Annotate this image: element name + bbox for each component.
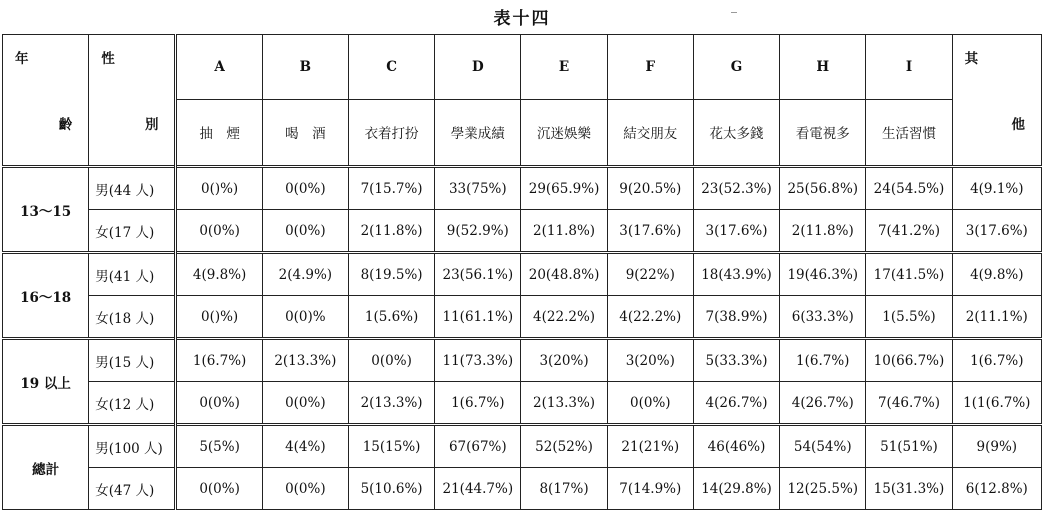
category-b: 喝 酒 (262, 99, 348, 167)
data-cell: 4(26.7%) (780, 382, 866, 425)
data-cell: 17(41.5%) (866, 253, 952, 296)
letter-a: A (176, 35, 262, 100)
data-cell: 51(51%) (866, 425, 952, 468)
data-cell: 0()%) (176, 296, 262, 339)
data-cell: 1(6.7%) (176, 339, 262, 382)
table-row (3, 296, 1042, 339)
data-cell: 3(20%) (521, 339, 607, 382)
data-cell: 19(46.3%) (780, 253, 866, 296)
data-cell: 7(46.7%) (866, 382, 952, 425)
data-cell: 6(33.3%) (780, 296, 866, 339)
data-cell: 24(54.5%) (866, 167, 952, 210)
data-cell: 0(0%) (176, 382, 262, 425)
data-cell: 1(5.6%) (348, 296, 434, 339)
data-cell: 25(56.8%) (780, 167, 866, 210)
data-cell: 9(9%) (952, 425, 1041, 468)
data-cell: 0(0%) (262, 468, 348, 510)
data-cell: 3(20%) (607, 339, 693, 382)
data-cell: 21(21%) (607, 425, 693, 468)
data-cell: 9(52.9%) (435, 210, 521, 253)
data-cell: 4(22.2%) (607, 296, 693, 339)
data-cell: 20(48.8%) (521, 253, 607, 296)
data-cell: 1(1(6.7%) (952, 382, 1041, 425)
data-cell: 21(44.7%) (435, 468, 521, 510)
sex-cell: 女(18 人) (89, 296, 176, 339)
data-cell: 4(22.2%) (521, 296, 607, 339)
sex-cell: 男(44 人) (89, 167, 176, 210)
data-cell: 4(9.8%) (952, 253, 1041, 296)
category-d: 學業成績 (435, 99, 521, 167)
data-cell: 10(66.7%) (866, 339, 952, 382)
data-cell: 23(52.3%) (693, 167, 779, 210)
age-group: 總計 (3, 425, 89, 510)
sex-cell: 女(17 人) (89, 210, 176, 253)
data-cell: 1(6.7%) (780, 339, 866, 382)
age-group: 13～15 (3, 167, 89, 253)
table-row (3, 339, 1042, 382)
data-cell: 23(56.1%) (435, 253, 521, 296)
data-cell: 2(11.8%) (348, 210, 434, 253)
data-cell: 4(9.8%) (176, 253, 262, 296)
letter-b: B (262, 35, 348, 100)
data-cell: 2(13.3%) (521, 382, 607, 425)
data-cell: 0(0%) (176, 468, 262, 510)
letter-f: F (607, 35, 693, 100)
header-row-categories (3, 99, 1042, 167)
data-cell: 0()%) (176, 167, 262, 210)
data-cell: 3(17.6%) (607, 210, 693, 253)
category-f: 結交朋友 (607, 99, 693, 167)
data-cell: 7(15.7%) (348, 167, 434, 210)
category-a: 抽 煙 (176, 99, 262, 167)
age-header-bottom: 齡 (3, 99, 89, 167)
data-cell: 0(0%) (607, 382, 693, 425)
age-group: 16～18 (3, 253, 89, 339)
sex-cell: 男(15 人) (89, 339, 176, 382)
data-cell: 7(14.9%) (607, 468, 693, 510)
data-cell: 4(4%) (262, 425, 348, 468)
data-cell: 0(0%) (262, 382, 348, 425)
letter-c: C (348, 35, 434, 100)
data-cell: 6(12.8%) (952, 468, 1041, 510)
table-row (3, 425, 1042, 468)
data-cell: 0(0%) (262, 167, 348, 210)
table-row (3, 468, 1042, 510)
data-cell: 15(31.3%) (866, 468, 952, 510)
category-e: 沉迷娛樂 (521, 99, 607, 167)
data-cell: 1(6.7%) (952, 339, 1041, 382)
data-cell: 8(17%) (521, 468, 607, 510)
letter-h: H (780, 35, 866, 100)
age-header-top: 年 (3, 35, 89, 100)
data-cell: 11(73.3%) (435, 339, 521, 382)
letter-e: E (521, 35, 607, 100)
other-header-top: 其 (952, 35, 1041, 100)
data-cell: 54(54%) (780, 425, 866, 468)
data-cell: 46(46%) (693, 425, 779, 468)
data-cell: 2(11.8%) (521, 210, 607, 253)
category-i: 生活習慣 (866, 99, 952, 167)
data-cell: 11(61.1%) (435, 296, 521, 339)
data-cell: 0(0)% (262, 296, 348, 339)
category-c: 衣着打扮 (348, 99, 434, 167)
data-cell: 8(19.5%) (348, 253, 434, 296)
age-group: 19 以上 (3, 339, 89, 425)
data-cell: 2(11.8%) (780, 210, 866, 253)
data-cell: 1(6.7%) (435, 382, 521, 425)
category-g: 花太多錢 (693, 99, 779, 167)
data-cell: 18(43.9%) (693, 253, 779, 296)
data-cell: 33(75%) (435, 167, 521, 210)
data-cell: 14(29.8%) (693, 468, 779, 510)
table-row (3, 210, 1042, 253)
data-cell: 9(22%) (607, 253, 693, 296)
sex-header-top: 性 (89, 35, 176, 100)
data-cell: 0(0%) (262, 210, 348, 253)
data-cell: 9(20.5%) (607, 167, 693, 210)
scan-speck (731, 12, 737, 13)
table-row (3, 253, 1042, 296)
sex-header-bottom: 別 (89, 99, 176, 167)
data-cell: 5(10.6%) (348, 468, 434, 510)
data-cell: 2(4.9%) (262, 253, 348, 296)
data-cell: 4(9.1%) (952, 167, 1041, 210)
other-header-bottom: 他 (952, 99, 1041, 167)
data-cell: 7(41.2%) (866, 210, 952, 253)
data-cell: 5(33.3%) (693, 339, 779, 382)
data-cell: 15(15%) (348, 425, 434, 468)
data-cell: 2(13.3%) (262, 339, 348, 382)
sex-cell: 女(47 人) (89, 468, 176, 510)
data-cell: 67(67%) (435, 425, 521, 468)
data-cell: 5(5%) (176, 425, 262, 468)
data-cell: 3(17.6%) (693, 210, 779, 253)
table-title: 表十四 (493, 9, 551, 29)
letter-g: G (693, 35, 779, 100)
data-cell: 12(25.5%) (780, 468, 866, 510)
data-cell: 4(26.7%) (693, 382, 779, 425)
category-h: 看電視多 (780, 99, 866, 167)
header-row-letters (3, 35, 1042, 100)
data-cell: 2(13.3%) (348, 382, 434, 425)
data-cell: 7(38.9%) (693, 296, 779, 339)
sex-cell: 男(100 人) (89, 425, 176, 468)
sex-cell: 男(41 人) (89, 253, 176, 296)
data-cell: 29(65.9%) (521, 167, 607, 210)
data-cell: 0(0%) (348, 339, 434, 382)
data-cell: 52(52%) (521, 425, 607, 468)
survey-table (2, 34, 1042, 510)
data-cell: 0(0%) (176, 210, 262, 253)
data-cell: 2(11.1%) (952, 296, 1041, 339)
table-row (3, 167, 1042, 210)
table-row (3, 382, 1042, 425)
letter-d: D (435, 35, 521, 100)
sex-cell: 女(12 人) (89, 382, 176, 425)
data-cell: 3(17.6%) (952, 210, 1041, 253)
data-cell: 1(5.5%) (866, 296, 952, 339)
letter-i: I (866, 35, 952, 100)
